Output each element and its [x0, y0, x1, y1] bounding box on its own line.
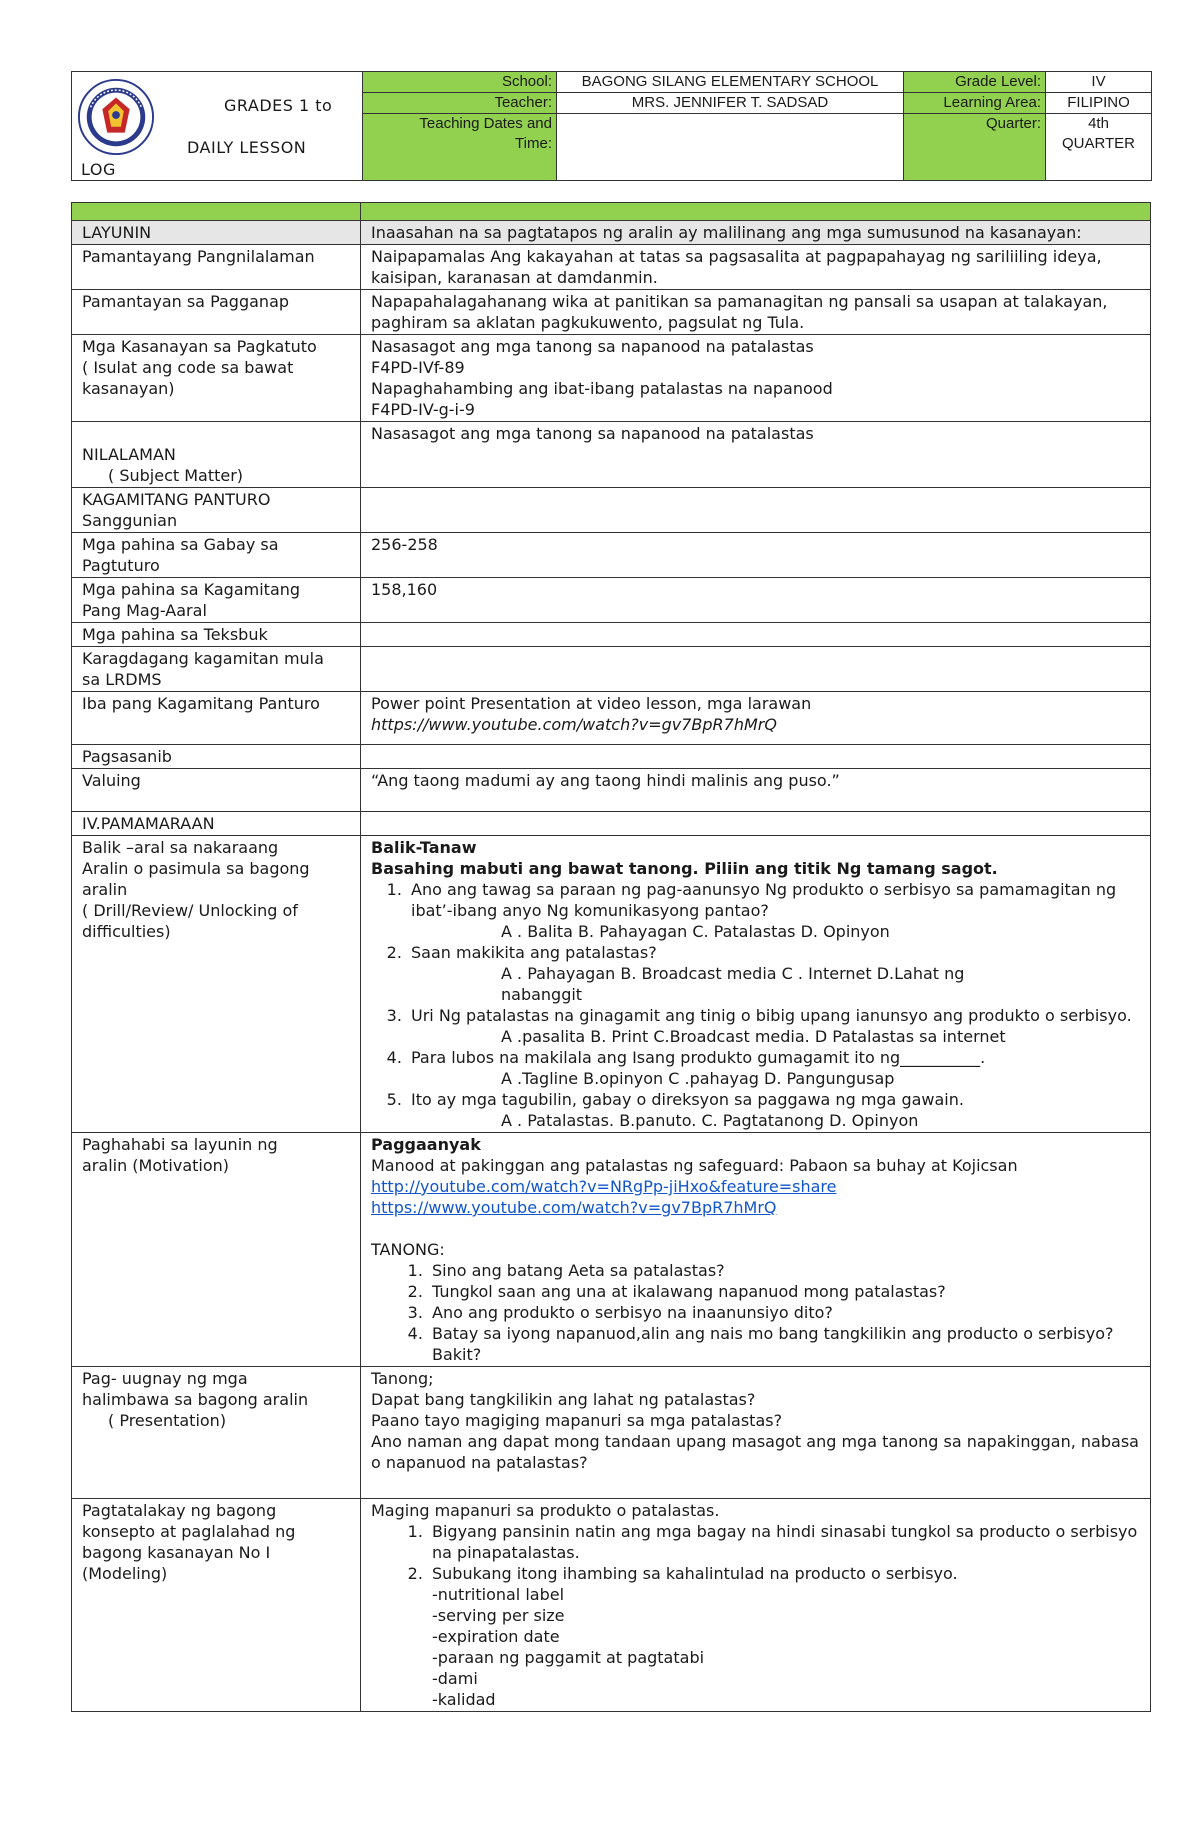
- row-paguugnay: [72, 1367, 1151, 1499]
- grade-label: Grade Level:: [904, 72, 1046, 93]
- row-label: IV.PAMAMARAAN: [72, 812, 361, 836]
- row-content: Tanong; Dapat bang tangkilikin ang lahat ng patalastas? Paano tayo magiging mapanuri sa mga patalastas? Ano naman ang dapat mong tandaan upang masagot ang mga tanong sa napakinggan, nabasa o napanuod na patalastas?: [361, 1367, 1151, 1499]
- row-content: Napapahalagahanang wika at panitikan sa pamanagitan ng pansali sa usapan at talakayan, paghiram sa aklatan pagkukuwento, pagsulat ng Tula.: [361, 290, 1151, 335]
- row-content: [361, 647, 1151, 692]
- row-content: Maging mapanuri sa produkto o patalastas. 1. Bigyang pansinin natin ang mga bagay na hindi sinasabi tungkol sa producto o serbisyo na pinapatalastas. 2. Subukang itong ihambing sa kahalintulad na producto o serbisyo. -nutritional label -serving per size -expiration date -paraan ng paggamit at pagtatabi -dami -kalidad: [361, 1499, 1151, 1712]
- title-cell: [72, 72, 363, 181]
- title-line-1: GRADES 1 to: [224, 96, 333, 115]
- grade-value: IV: [1046, 72, 1152, 93]
- video-url[interactable]: https://www.youtube.com/watch?v=gv7BpR7hMrQ: [371, 715, 777, 734]
- row-content: Paggaanyak Manood at pakinggan ang patalastas ng safeguard: Pabaon sa buhay at Kojicsan http://youtube.com/watch?v=NRgPp-jiHxo&feature=share https://www.youtube.com/watch?v=gv7BpR7hMrQ TANONG: 1. Sino ang batang Aeta sa patalastas? 2. Tungkol saan ang una at ikalawang napanuod mong patalastas? 3. Ano ang produkto o serbisyo na inaanunsiyo dito? 4. Batay sa iyong napanuod,alin ang nais mo bang tangkilikin ang producto o serbisyo?Bakit?: [361, 1133, 1151, 1367]
- row-pagtatalakay: [72, 1499, 1151, 1712]
- row-label: Paghahabi sa layunin ng aralin (Motivation): [72, 1133, 361, 1367]
- row-nilalaman: [72, 422, 1151, 488]
- green-header-row: [72, 203, 1151, 221]
- row-label: Mga pahina sa Kagamitang Pang Mag-Aaral: [72, 578, 361, 623]
- row-layunin: [72, 221, 1151, 245]
- list-item: 2. Saan makikita ang patalastas? A . Pahayagan B. Broadcast media C . Internet D.Lahat ng nabanggit: [407, 942, 1140, 1005]
- row-magaaral: [72, 578, 1151, 623]
- row-pangnilalaman: [72, 245, 1151, 290]
- dates-label: Teaching Dates and Time:: [363, 114, 557, 181]
- row-label: Balik –aral sa nakaraang Aralin o pasimula sa bagong aralin ( Drill/Review/ Unlocking of difficulties): [72, 836, 361, 1133]
- section-heading: Balik-Tanaw: [371, 838, 477, 857]
- quarter-label: Quarter:: [904, 114, 1046, 181]
- row-label: Valuing: [72, 769, 361, 812]
- row-kasanayan: [72, 335, 1151, 422]
- quiz-list: [371, 879, 1140, 1131]
- list-item: 1. Ano ang tawag sa paraan ng pag-aanunsyo Ng produkto o serbisyo sa pamamagitan ng ibat’-ibang anyo Ng komunikasyong pantao? A . Balita B. Pahayagan C. Patalastas D. Opinyon: [407, 879, 1140, 942]
- list-item: 1. Sino ang batang Aeta sa patalastas?: [428, 1260, 1140, 1281]
- row-label: Pagsasanib: [72, 745, 361, 769]
- row-content: Nasasagot ang mga tanong sa napanood na patalastas F4PD-IVf-89 Napaghahambing ang ibat-ibang patalastas na napanood F4PD-IV-g-i-9: [361, 335, 1151, 422]
- section-heading: Paggaanyak: [371, 1135, 481, 1154]
- row-content: [361, 836, 1151, 1133]
- row-paghahabi: [72, 1133, 1151, 1367]
- row-label: Karagdagang kagamitan mula sa LRDMS: [72, 647, 361, 692]
- row-label: Pamantayan sa Pagganap: [72, 290, 361, 335]
- deped-seal-icon: [77, 78, 155, 156]
- row-balik: [72, 836, 1151, 1133]
- list-item: 2. Subukang itong ihambing sa kahalintulad na producto o serbisyo. -nutritional label -serving per size -expiration date -paraan ng paggamit at pagtatabi -dami -kalidad: [428, 1563, 1140, 1710]
- row-label: Pamantayang Pangnilalaman: [72, 245, 361, 290]
- row-content: “Ang taong madumi ay ang taong hindi malinis ang puso.”: [361, 769, 1151, 812]
- row-label: KAGAMITANG PANTURO Sanggunian: [72, 488, 361, 533]
- list-item: 1. Bigyang pansinin natin ang mga bagay na hindi sinasabi tungkol sa producto o serbisyo na pinapatalastas.: [428, 1521, 1140, 1563]
- list-item: 3. Ano ang produkto o serbisyo na inaanunsiyo dito?: [428, 1302, 1140, 1323]
- dates-value: [557, 114, 904, 181]
- row-pagsasanib: [72, 745, 1151, 769]
- question-list: [371, 1260, 1140, 1365]
- lesson-table: [71, 202, 1151, 1712]
- row-valuing: [72, 769, 1151, 812]
- row-label: Pagtatalakay ng bagong konsepto at paglalahad ng bagong kasanayan No I (Modeling): [72, 1499, 361, 1712]
- list-item: 4. Para lubos na makilala ang Isang produkto gumagamit ito ng__________. A .Tagline B.opinyon C .pahayag D. Pangungusap: [407, 1047, 1140, 1089]
- row-content: Naipapamalas Ang kakayahan at tatas sa pagsasalita at pagpapahayag ng sariliiling ideya, kaisipan, karanasan at damdanmin.: [361, 245, 1151, 290]
- youtube-link-1[interactable]: http://youtube.com/watch?v=NRgPp-jiHxo&feature=share: [371, 1177, 837, 1196]
- row-content: Nasasagot ang mga tanong sa napanood na patalastas: [361, 422, 1151, 488]
- row-iba: [72, 692, 1151, 745]
- row-content: Inaasahan na sa pagtatapos ng aralin ay malilinang ang mga sumusunod na kasanayan:: [361, 221, 1151, 245]
- row-kagamitan: [72, 488, 1151, 533]
- row-content: [361, 745, 1151, 769]
- area-label: Learning Area:: [904, 93, 1046, 114]
- teacher-value: MRS. JENNIFER T. SADSAD: [557, 93, 904, 114]
- title-line-2: DAILY LESSON: [187, 138, 307, 157]
- area-value: FILIPINO: [1046, 93, 1152, 114]
- list-item: 4. Batay sa iyong napanuod,alin ang nais mo bang tangkilikin ang producto o serbisyo?Bakit?: [428, 1323, 1140, 1365]
- row-label: LAYUNIN: [72, 221, 361, 245]
- school-label: School:: [363, 72, 557, 93]
- row-content: 256-258: [361, 533, 1151, 578]
- instruction: Basahing mabuti ang bawat tanong. Piliin ang titik Ng tamang sagot.: [371, 859, 998, 878]
- title-line-3: LOG: [81, 160, 116, 179]
- list-item: 2. Tungkol saan ang una at ikalawang napanuod mong patalastas?: [428, 1281, 1140, 1302]
- row-pamamaraan: [72, 812, 1151, 836]
- list-item: 3. Uri Ng patalastas na ginagamit ang tinig o bibig upang ianunsyo ang produkto o serbisyo. A .pasalita B. Print C.Broadcast media. D Patalastas sa internet: [407, 1005, 1140, 1047]
- row-label: Mga pahina sa Gabay sa Pagtuturo: [72, 533, 361, 578]
- row-label: Pag- uugnay ng mga halimbawa sa bagong aralin ( Presentation): [72, 1367, 361, 1499]
- row-label: Mga pahina sa Teksbuk: [72, 623, 361, 647]
- discussion-list: [371, 1521, 1140, 1710]
- row-content: [361, 488, 1151, 533]
- teacher-label: Teacher:: [363, 93, 557, 114]
- row-teksbuk: [72, 623, 1151, 647]
- row-gabay: [72, 533, 1151, 578]
- row-lrdms: [72, 647, 1151, 692]
- list-item: 5. Ito ay mga tagubilin, gabay o direksyon sa paggawa ng mga gawain. A . Patalastas. B.panuto. C. Pagtatanong D. Opinyon: [407, 1089, 1140, 1131]
- row-content: [361, 623, 1151, 647]
- row-pagganap: [72, 290, 1151, 335]
- row-content: 158,160: [361, 578, 1151, 623]
- row-content: Power point Presentation at video lesson, mga larawan https://www.youtube.com/watch?v=gv7BpR7hMrQ: [361, 692, 1151, 745]
- youtube-link-2[interactable]: https://www.youtube.com/watch?v=gv7BpR7hMrQ: [371, 1198, 777, 1217]
- header-table: [71, 71, 1152, 181]
- row-label: Mga Kasanayan sa Pagkatuto ( Isulat ang code sa bawat kasanayan): [72, 335, 361, 422]
- row-label: NILALAMAN ( Subject Matter): [72, 422, 361, 488]
- school-value: BAGONG SILANG ELEMENTARY SCHOOL: [557, 72, 904, 93]
- quarter-value: 4th QUARTER: [1046, 114, 1152, 181]
- row-label: Iba pang Kagamitang Panturo: [72, 692, 361, 745]
- row-content: [361, 812, 1151, 836]
